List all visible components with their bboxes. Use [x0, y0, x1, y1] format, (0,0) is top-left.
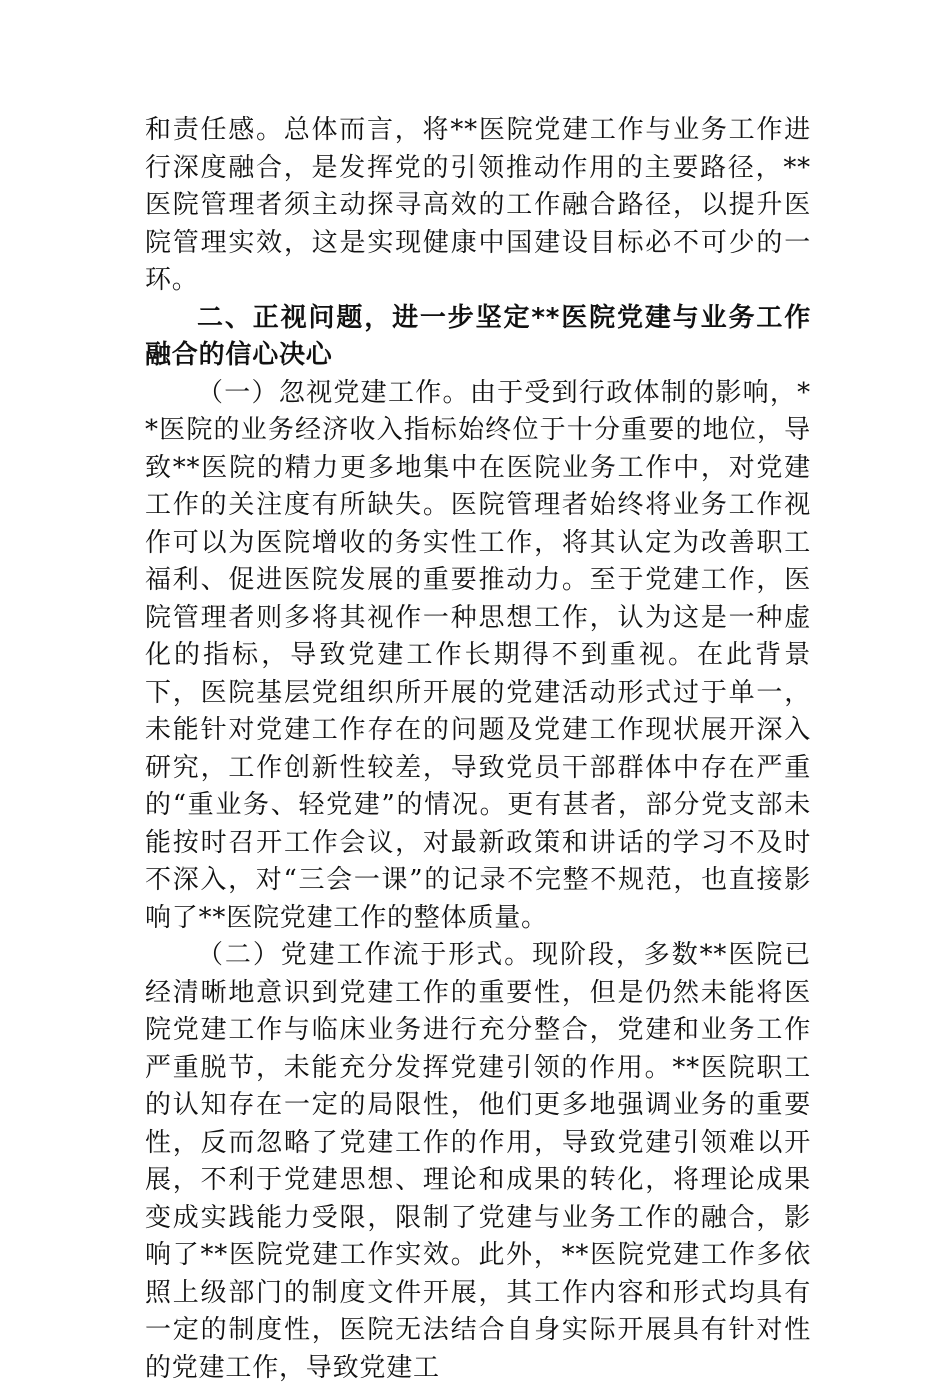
subsection-1-paragraph — [145, 375, 811, 938]
subsection-2-paragraph — [145, 937, 811, 1387]
subsection-2-title: （二）党建工作流于形式。 — [197, 940, 533, 970]
subsection-1-body: 由于受到行政体制的影响，**医院的业务经济收入指标始终位于十分重要的地位，导致**医院的精力更多地集中在医院业务工作中，对党建工作的关注度有所缺失。医院管理者始终将业务工作视作可以为医院增收的务实性工作，将其认定为改善职工福利、促进医院发展的重要推动力。至于党建工作，医院管理者则多将其视作一种思想工作，认为这是一种虚化的指标，导致党建工作长期得不到重视。在此背景下，医院基层党组织所开展的党建活动形式过于单一，未能针对党建工作存在的问题及党建工作现状展开深入研究，工作创新性较差，导致党员干部群体中存在严重的“重业务、轻党建”的情况。更有甚者，部分党支部未能按时召开工作会议，对最新政策和讲话的学习不及时不深入，对“三会一课”的记录不完整不规范，也直接影响了**医院党建工作的整体质量。 — [145, 377, 811, 933]
section-heading-2: 二、正视问题，进一步坚定**医院党建与业务工作融合的信心决心 — [145, 302, 811, 370]
subsection-2-body: 现阶段，多数**医院已经清晰地意识到党建工作的重要性，但是仍然未能将医院党建工作与临床业务进行充分整合，党建和业务工作严重脱节，未能充分发挥党建引领的作用。**医院职工的认知存在一定的局限性，他们更多地强调业务的重要性，反而忽略了党建工作的作用，导致党建引领难以开展，不利于党建思想、理论和成果的转化，将理论成果变成实践能力受限，限制了党建与业务工作的融合，影响了**医院党建工作实效。此外，**医院党建工作多依照上级部门的制度文件开展，其工作内容和形式均具有一定的制度性，医院无法结合自身实际开展具有针对性的党建工作，导致党建工 — [145, 940, 811, 1383]
subsection-1-title: （一）忽视党建工作。 — [197, 377, 470, 408]
paragraph-intro-continuation: 和责任感。总体而言，将**医院党建工作与业务工作进行深度融合，是发挥党的引领推动作用的主要路径，**医院管理者须主动探寻高效的工作融合路径，以提升医院管理实效，这是实现健康中国建设目标必不可少的一环。 — [145, 115, 811, 295]
document-body — [145, 112, 811, 1387]
